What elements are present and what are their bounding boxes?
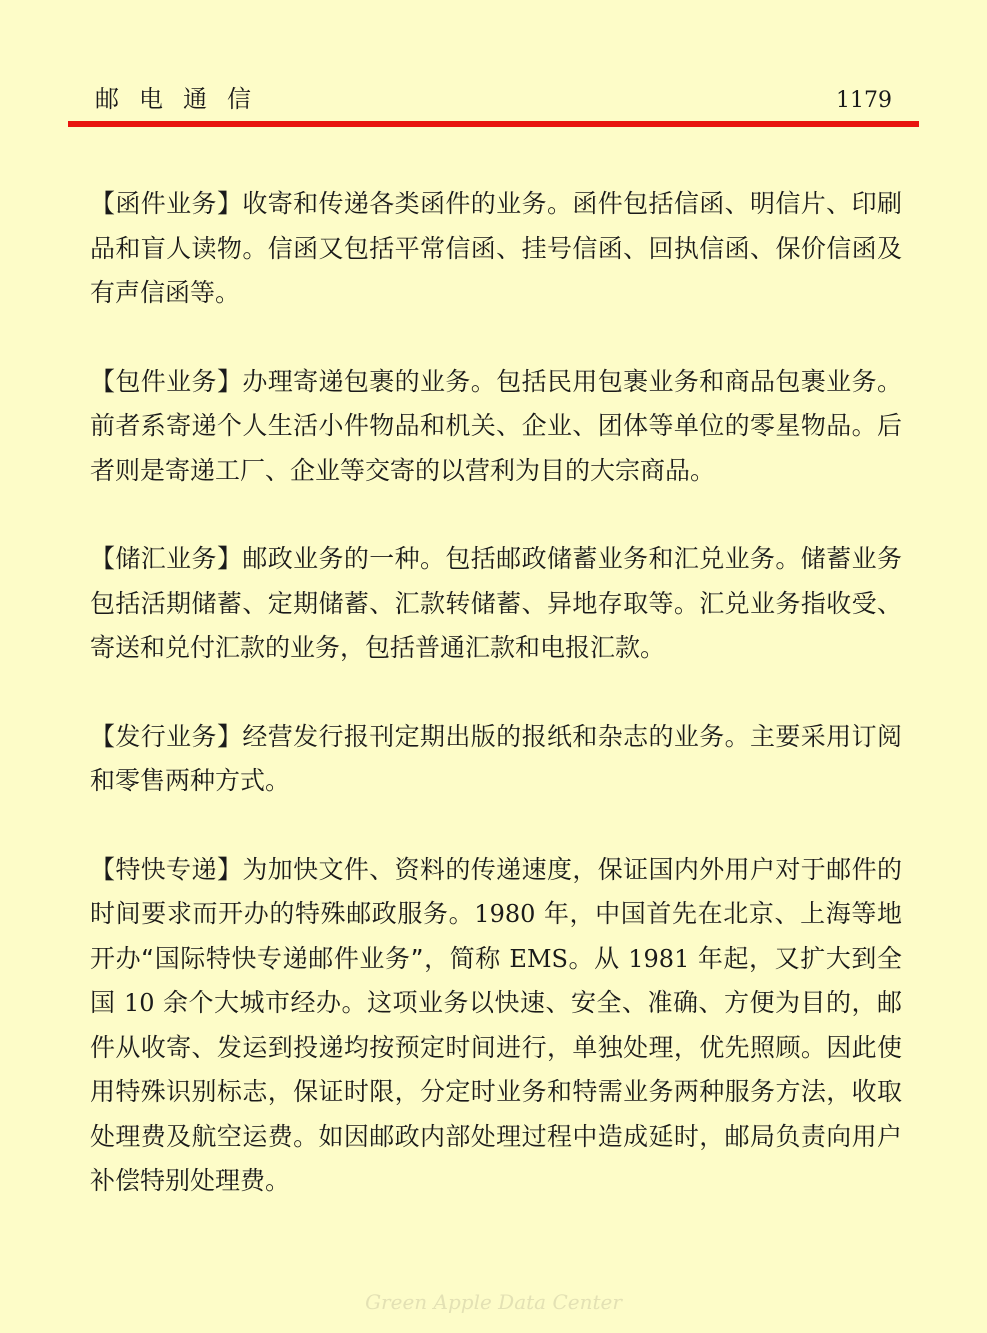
section-title: 邮电通信 [95, 85, 271, 113]
entry-term-text: 储汇业务 [115, 544, 217, 573]
page-number: 1179 [836, 88, 892, 113]
ems-abbreviation: EMS [509, 944, 568, 973]
watermark: Green Apple Data Center [365, 1290, 622, 1314]
entry-term: 【特快专递】 [90, 854, 243, 884]
entry-term: 【发行业务】 [90, 721, 243, 751]
entry-term-text: 函件业务 [115, 189, 217, 218]
entry-text-part: 。从 [567, 943, 629, 973]
year-1981: 1981 [628, 944, 690, 973]
year-1980: 1980 [474, 900, 536, 928]
entry-savings-remittance [90, 537, 902, 671]
entry-text-part: 年起，又扩大到全国 [90, 943, 902, 1017]
entry-parcel-service [90, 360, 902, 494]
entry-express-mail [90, 848, 902, 1204]
entry-text-part: 为加快文件、资料的传递速度，保证国内外用户对于邮件的时间要求而开办的特殊邮政服务。 [90, 854, 902, 928]
entry-distribution-service [90, 715, 902, 804]
entry-text: 经营发行报刊定期出版的报纸和杂志的业务。主要采用订阅和零售两种方式。 [90, 721, 902, 795]
entry-text-part: 余个大城市经办。这项业务以快速、安全、准确、方便为目的，邮件从收寄、发运到投递均按预定时间进行，单独处理，优先照顾。因此使用特殊识别标志，保证时限，分定时业务和特需业务两种服务方法，收取处理费及航空运费。如因邮政内部处理过程中造成延时，邮局负责向用户补偿特别处理费。 [90, 988, 902, 1195]
article-body [90, 182, 902, 1248]
entry-term: 【包件业务】 [90, 366, 243, 396]
entry-text-part: 年，中国首先在北京、上海等地开办“国际特快专递邮件业务”，简称 [90, 899, 902, 973]
city-count: 10 [123, 989, 155, 1017]
entry-term: 【函件业务】 [90, 189, 243, 218]
entry-letter-service [90, 182, 902, 316]
entry-text: 收寄和传递各类函件的业务。函件包括信函、明信片、印刷品和盲人读物。信函又包括平常信函、挂号信函、回执信函、保价信函及有声信函等。 [90, 189, 902, 307]
entry-term-text: 发行业务 [115, 721, 217, 751]
header-rule [68, 121, 919, 127]
entry-term-text: 包件业务 [115, 366, 217, 396]
entry-text: 办理寄递包裹的业务。包括民用包裹业务和商品包裹业务。前者系寄递个人生活小件物品和机关、企业、团体等单位的零星物品。后者则是寄递工厂、企业等交寄的以营利为目的大宗商品。 [90, 366, 902, 485]
entry-term: 【储汇业务】 [90, 544, 243, 573]
entry-text: 邮政业务的一种。包括邮政储蓄业务和汇兑业务。储蓄业务包括活期储蓄、定期储蓄、汇款转储蓄、异地存取等。汇兑业务指收受、寄送和兑付汇款的业务，包括普通汇款和电报汇款。 [90, 544, 902, 662]
entry-term-text: 特快专递 [115, 854, 217, 884]
